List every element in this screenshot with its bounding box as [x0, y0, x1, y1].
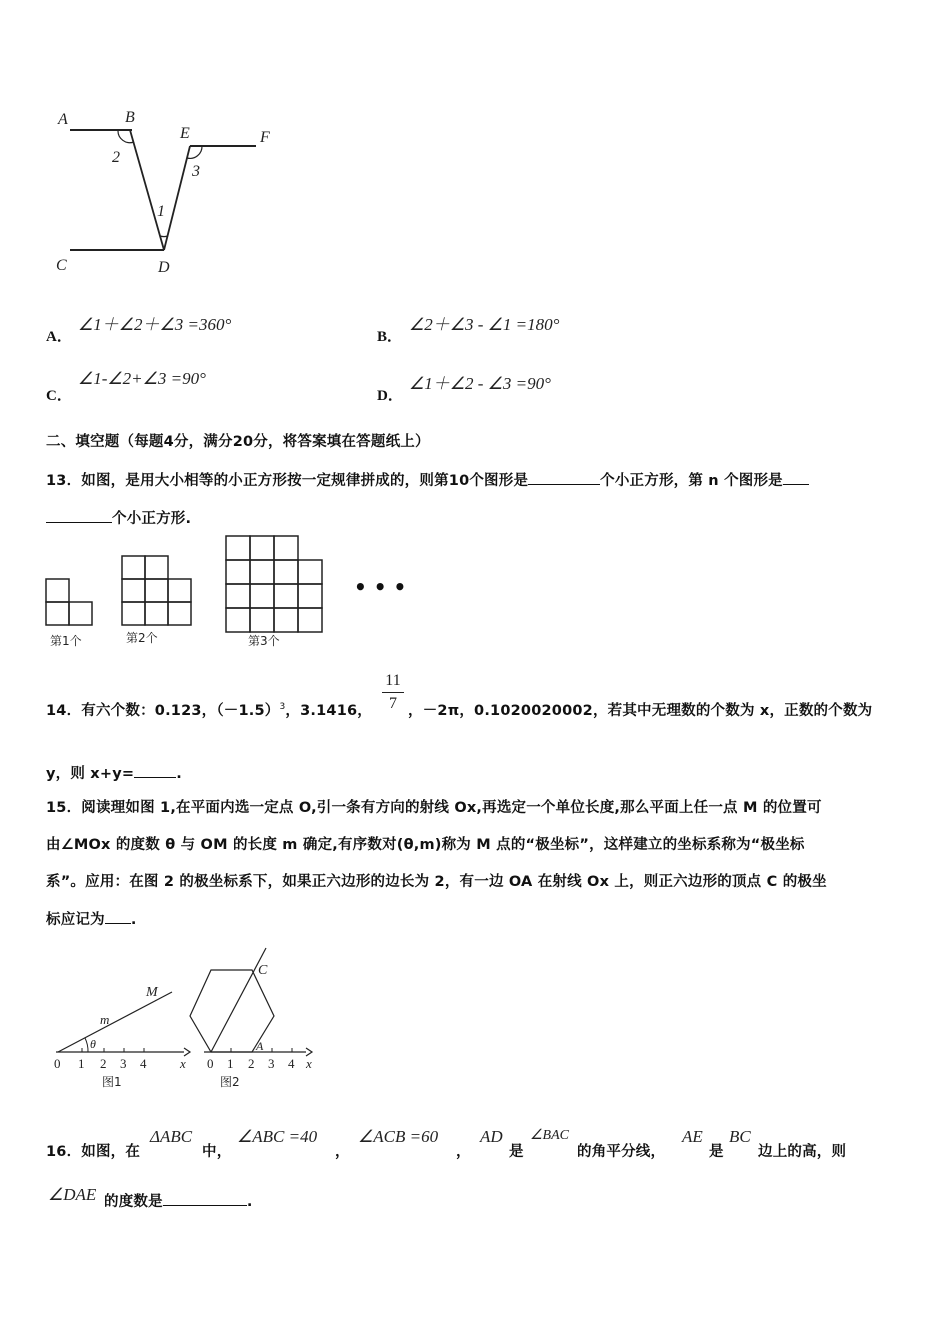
fig1-point-m: M	[146, 985, 158, 1000]
label-C: C	[56, 257, 67, 274]
fig1-tick-0: 0	[54, 1056, 61, 1071]
q16-ae: AE	[682, 1127, 703, 1146]
ellipsis: • • •	[354, 575, 407, 599]
fig1	[54, 985, 190, 1089]
q14-frac-num: 11	[385, 672, 401, 689]
fig2	[190, 948, 312, 1089]
pattern-2	[122, 556, 191, 625]
q16-comma1: ，	[335, 1144, 350, 1160]
fig1-axis-arrow	[184, 1048, 190, 1056]
q16-ad: AD	[480, 1127, 503, 1146]
option-a-expr: ∠1＋∠2＋∠3 =360°	[78, 315, 232, 334]
q16-angle-abc: ∠ABC =40	[237, 1127, 318, 1146]
pattern-1	[46, 579, 92, 625]
fig1-tick-3: 3	[120, 1056, 127, 1071]
option-c-label: C．	[46, 388, 72, 404]
q14-text-e: .	[176, 766, 182, 782]
label-F: F	[260, 129, 270, 146]
q15-line3: 系”。应用：在图 2 的极坐标系下，如果正六边形的边长为 2，有一边 OA 在射线 Ox 上，则正六边形的顶点 C 的极坐	[46, 874, 827, 890]
option-c-expr: ∠1-∠2+∠3 =90°	[78, 369, 206, 388]
q14-exponent: 3	[279, 702, 286, 713]
fig2-caption: 图2	[220, 1075, 240, 1089]
q13-line2	[46, 507, 191, 528]
q13-blank-2a[interactable]	[783, 470, 809, 485]
q15-line2: 由∠MOx 的度数 θ 与 OM 的长度 m 确定,有序数对(θ,m)称为 M 点的“极坐标”，这样建立的坐标系称为“极坐标	[46, 837, 805, 853]
q13-text-c: 个小正方形.	[112, 511, 192, 527]
pattern-3	[226, 536, 322, 632]
q14-text-a: 14．有六个数：0.123，（－1.5）	[46, 703, 280, 719]
q16-bisector: 的角平分线，	[577, 1144, 666, 1160]
fig1-tick-1: 1	[78, 1056, 85, 1071]
q16-end: .	[246, 1194, 253, 1210]
q16-comma2: ，	[456, 1144, 471, 1160]
q15-line1: 15．阅读理如图 1,在平面内选一定点 O,引一条有方向的射线 Ox,再选定一个单位长度,那么平面上任一点 M 的位置可	[46, 800, 822, 816]
arc-angle-1	[160, 236, 168, 237]
q13-text-b: 个小正方形，第 n 个图形是	[600, 473, 783, 489]
q16-zhong: 中，	[202, 1144, 232, 1160]
q13-text-a: 13．如图，是用大小相等的小正方形按一定规律拼成的，则第10个图形是	[46, 473, 529, 489]
label-A: A	[58, 111, 68, 128]
caption-2: 第2个	[126, 631, 158, 645]
label-angle-2: 2	[112, 149, 120, 166]
label-angle-1: 1	[157, 203, 165, 220]
line-ed	[164, 146, 190, 250]
fig1-axis-label: x	[180, 1056, 186, 1071]
fig2-tick-1: 1	[227, 1056, 234, 1071]
option-b-label: B．	[377, 329, 403, 345]
q16-line2	[104, 1190, 253, 1211]
q15-text-d: 标应记为	[46, 912, 105, 928]
option-b-expr: ∠2＋∠3 - ∠1 =180°	[409, 315, 560, 334]
option-a-label: A．	[46, 329, 72, 345]
q14-line1	[46, 699, 372, 720]
fig1-seg-m: m	[100, 1012, 110, 1027]
q16-height: 边上的高，则	[758, 1144, 847, 1160]
fig1-ray	[58, 992, 172, 1052]
fig1-tick-2: 2	[100, 1056, 107, 1071]
q16-angle-bac: ∠BAC	[530, 1128, 569, 1143]
q13-line1	[46, 469, 809, 490]
q14-fraction	[380, 672, 406, 713]
q15-text-e: .	[130, 912, 137, 928]
q16-shi2: 是	[709, 1144, 724, 1160]
fig2-point-c: C	[258, 963, 268, 978]
line-bd	[130, 130, 164, 250]
fig2-axis-label: x	[306, 1056, 312, 1071]
label-D: D	[158, 259, 170, 276]
fig1-tick-4: 4	[140, 1056, 147, 1071]
q16-prefix: 16．如图，在	[46, 1144, 141, 1160]
q16-shi1: 是	[509, 1144, 524, 1160]
fig2-point-a: A	[256, 1039, 264, 1053]
q14-text-b: ，3.1416，	[285, 703, 372, 719]
caption-1: 第1个	[50, 634, 82, 648]
fig2-axis-arrow	[306, 1048, 312, 1056]
q14-blank[interactable]	[134, 763, 176, 778]
q16-tail: 的度数是	[104, 1194, 163, 1210]
q13-blank-1[interactable]	[528, 470, 600, 485]
q14-line2	[46, 762, 182, 783]
fig2-tick-4: 4	[288, 1056, 295, 1071]
fig1-caption: 图1	[102, 1075, 122, 1089]
q15-blank[interactable]	[105, 909, 131, 924]
fig1-angle-arc	[85, 1038, 88, 1052]
fig1-theta: θ	[90, 1037, 96, 1051]
q14-frac-den: 7	[389, 695, 397, 712]
angles-figure	[40, 100, 300, 285]
q15-line4	[46, 908, 137, 929]
fig2-tick-0: 0	[207, 1056, 214, 1071]
q16-bc: BC	[729, 1127, 751, 1146]
section-heading: 二、填空题（每题4分，满分20分，将答案填在答题纸上）	[46, 434, 430, 450]
option-d-label: D．	[377, 388, 403, 404]
q14-text-d: y，则 x+y=	[46, 766, 135, 782]
label-B: B	[125, 109, 135, 126]
q16-angle-acb: ∠ACB =60	[358, 1127, 439, 1146]
fig2-tick-3: 3	[268, 1056, 275, 1071]
fig2-tick-2: 2	[248, 1056, 255, 1071]
caption-3: 第3个	[248, 634, 280, 648]
label-angle-3: 3	[192, 163, 200, 180]
option-d-expr: ∠1＋∠2 - ∠3 =90°	[409, 374, 551, 393]
q16-triangle: ΔABC	[150, 1127, 193, 1146]
squares-figure	[40, 532, 420, 652]
q14-line1c: ，－2π，0.1020020002，若其中无理数的个数为 x，正数的个数为	[408, 703, 873, 719]
q14-frac-bar	[382, 692, 404, 693]
label-E: E	[180, 125, 190, 142]
q13-blank-2b[interactable]	[46, 508, 112, 523]
polar-figures	[44, 940, 334, 1095]
q16-angle-dae: ∠DAE	[48, 1185, 97, 1204]
q16-blank[interactable]	[163, 1191, 247, 1206]
